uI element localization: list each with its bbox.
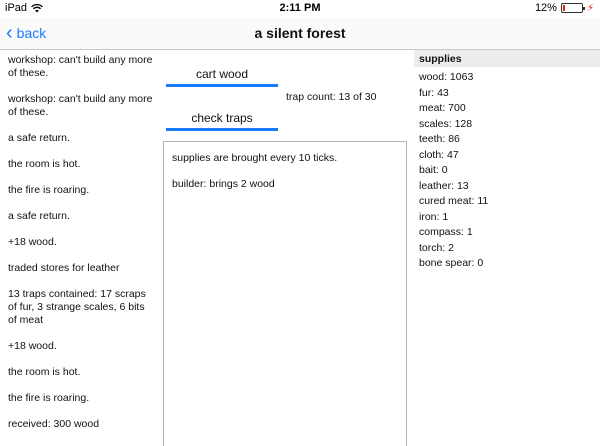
event-log[interactable] (0, 50, 162, 446)
log-entry: 13 traps contained: 17 scraps of fur, 3 strange scales, 6 bits of meat (8, 288, 146, 326)
device-label: iPad (5, 2, 28, 14)
log-entry: +18 wood. (8, 340, 57, 352)
supplies-panel (414, 50, 600, 446)
log-entry: received: 300 wood (8, 418, 100, 430)
page-title: a silent forest (254, 25, 346, 41)
check-traps-button[interactable]: check traps (166, 111, 278, 131)
log-entry: a safe return. (8, 210, 70, 222)
supply-item: bone spear: 0 (419, 257, 484, 269)
battery-icon (561, 3, 583, 13)
cart-wood-button[interactable]: cart wood (166, 67, 278, 87)
chevron-left-icon: ‹ (6, 22, 13, 44)
back-label: back (16, 25, 47, 41)
battery-percent: 12% (534, 2, 557, 14)
supply-item: meat: 700 (419, 102, 466, 114)
trap-count: trap count: 13 of 30 (286, 91, 377, 103)
battery-fill (563, 5, 565, 11)
supply-item: compass: 1 (419, 226, 473, 238)
supply-item: cloth: 47 (419, 148, 459, 161)
status-time: 2:11 PM (279, 2, 321, 14)
supply-item: cured meat: 11 (419, 195, 489, 207)
log-entry: workshop: can't build any more of these. (8, 93, 153, 118)
supply-item: iron: 1 (419, 210, 449, 223)
charging-icon: ⚡ (586, 2, 594, 14)
notice-entry: builder: brings 2 wood (172, 178, 275, 190)
log-entry: the room is hot. (8, 158, 81, 170)
supply-item: scales: 128 (419, 117, 473, 130)
supply-item: teeth: 86 (419, 133, 460, 145)
supplies-header: supplies (414, 50, 600, 67)
log-entry: the room is hot. (8, 366, 81, 378)
supply-item: wood: 1063 (419, 71, 474, 83)
log-entry: +18 wood. (8, 236, 57, 248)
notice-panel (163, 141, 407, 446)
supply-item: bait: 0 (419, 164, 448, 176)
navigation-bar (0, 18, 600, 50)
log-entry: a safe return. (8, 132, 70, 144)
notice-entry: supplies are brought every 10 ticks. (172, 152, 338, 164)
log-entry: traded stores for leather (8, 262, 120, 274)
log-entry: the fire is roaring. (8, 392, 90, 404)
status-bar-right (535, 2, 594, 14)
supplies-list (414, 67, 600, 275)
log-entry: workshop: can't build any more of these. (8, 54, 153, 79)
log-entry: the fire is roaring. (8, 184, 90, 196)
supply-item: torch: 2 (419, 241, 455, 254)
supply-item: leather: 13 (419, 179, 469, 192)
supply-item: fur: 43 (419, 86, 449, 99)
status-bar (0, 0, 600, 18)
